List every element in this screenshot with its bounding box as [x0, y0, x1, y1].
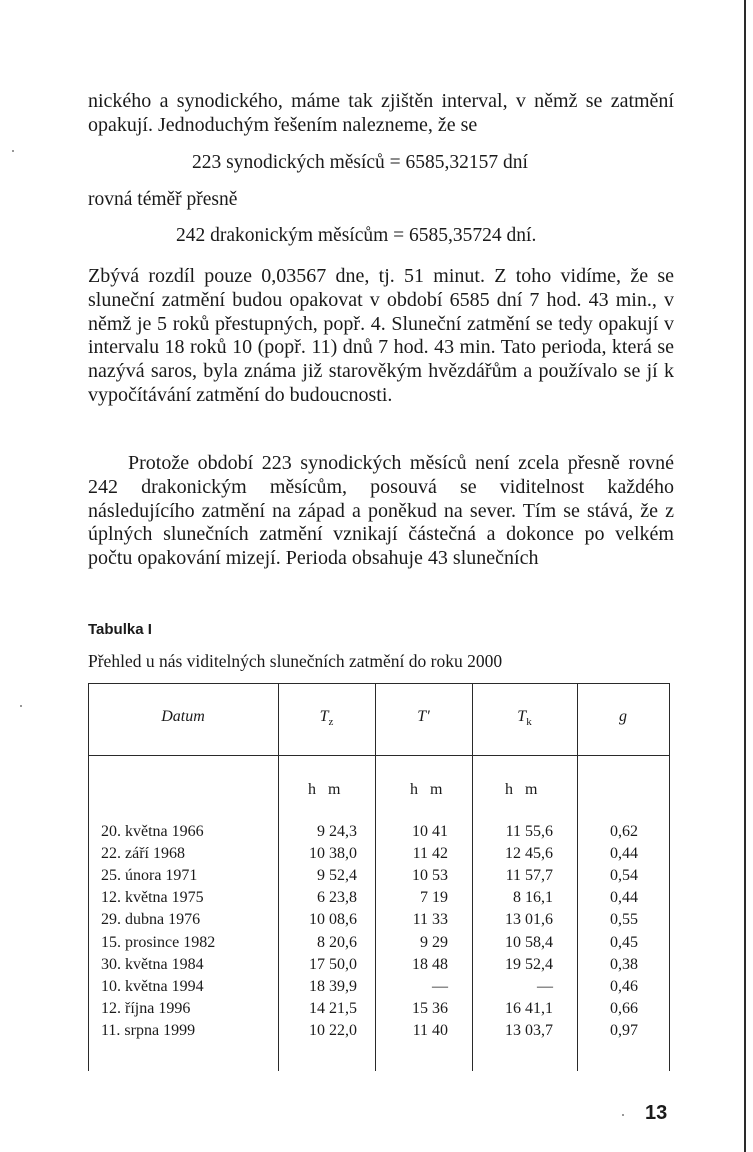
cell-tk: 11 57,7 [505, 867, 553, 885]
connector-text: rovná téměř přesně [88, 189, 238, 210]
cell-date: 20. května 1966 [101, 823, 204, 840]
cell-date: 11. srpna 1999 [101, 1021, 196, 1039]
cell-g: 0,97 [610, 1021, 638, 1039]
table-row [0, 956, 753, 978]
cell-g: 0,38 [610, 955, 638, 973]
table-row [0, 823, 753, 845]
cell-tz: 9 24,3 [317, 823, 357, 840]
table-row [0, 934, 753, 956]
cell-tk: 13 01,6 [505, 911, 553, 929]
paragraph-1: nického a synodického, máme tak zjištěn interval, v němž se zatmění opakují. Jednoduchým řešením nalezneme, že se [88, 90, 674, 136]
cell-t: 18 48 [412, 955, 448, 973]
paragraph-2: Zbývá rozdíl pouze 0,03567 dne, tj. 51 minut. Z toho vidíme, že se sluneční zatmění budou opakovat v období 6585 dní 7 hod. 43 min., v němž je 5 roků přestupných, popř. 4. Sluneční zatmění se tedy opakují v intervalu 18 roků 10 (popř. 11) dnů 7 hod. 43 min. Tato perioda, která se nazývá saros, byla známa již starověkým hvězdářům a používalo se jí k vypočítávání zatmění do budoucnosti. [88, 265, 674, 406]
cell-t: 11 42 [412, 845, 448, 863]
cell-g: 0,62 [610, 823, 638, 840]
cell-t: 9 29 [420, 933, 448, 951]
cell-g: 0,44 [610, 845, 638, 863]
table-header-rule [88, 755, 670, 756]
table-row [0, 1000, 753, 1022]
scan-speck [20, 705, 22, 707]
table-row [0, 978, 753, 1000]
cell-tz: 10 22,0 [309, 1021, 357, 1039]
cell-g: 0,55 [610, 911, 638, 929]
cell-tz: 8 20,6 [317, 933, 357, 951]
cell-tz: 10 08,6 [309, 911, 357, 929]
cell-tk: 8 16,1 [513, 889, 553, 907]
table-row [0, 845, 753, 867]
table-top-rule [88, 683, 670, 684]
page-number: 13 [645, 1102, 668, 1124]
cell-tz: 14 21,5 [309, 999, 357, 1017]
cell-t: 7 19 [420, 889, 448, 907]
cell-g: 0,66 [610, 999, 638, 1017]
cell-t: 11 40 [412, 1021, 448, 1039]
cell-date: 22. září 1968 [101, 845, 185, 863]
table-row [0, 1022, 753, 1044]
table-row [0, 867, 753, 889]
cell-t: 10 41 [412, 823, 448, 840]
cell-date: 29. dubna 1976 [101, 911, 201, 929]
cell-tz: 9 52,4 [317, 867, 357, 885]
equation-draconic: 242 drakonickým měsícům = 6585,35724 dní. [176, 225, 537, 246]
cell-tk: 19 52,4 [505, 955, 553, 973]
cell-tk: — [537, 977, 553, 995]
table-row [0, 911, 753, 933]
cell-t: 15 36 [412, 999, 448, 1017]
cell-tz: 6 23,8 [317, 889, 357, 907]
cell-tz: 18 39,9 [309, 977, 357, 995]
cell-t: 11 33 [412, 911, 448, 929]
cell-tk: 16 41,1 [505, 999, 553, 1017]
cell-tz: 17 50,0 [309, 955, 357, 973]
unit-tk: h m [505, 781, 538, 798]
cell-date: 12. října 1996 [101, 999, 191, 1017]
cell-date: 15. prosince 1982 [101, 933, 216, 951]
cell-tk: 11 55,6 [505, 823, 553, 840]
cell-t: — [432, 977, 448, 995]
cell-date: 12. května 1975 [101, 889, 204, 907]
table-row [0, 889, 753, 911]
cell-date: 25. února 1971 [101, 867, 198, 885]
cell-g: 0,44 [610, 889, 638, 907]
cell-g: 0,46 [610, 977, 638, 995]
cell-tk: 10 58,4 [505, 933, 553, 951]
table-label: Tabulka I [88, 621, 152, 638]
cell-t: 10 53 [412, 867, 448, 885]
header-g: g [619, 708, 627, 725]
cell-g: 0,54 [610, 867, 638, 885]
cell-date: 30. května 1984 [101, 955, 204, 973]
paragraph-3: Protože období 223 synodických měsíců není zcela přesně rovné 242 drakonickým měsícům, posouvá se viditelnost každého následujícího zatmění na západ a poněkud na sever. Tím se stává, že z úplných slunečních zatmění vznikají částečná a dokonce po velkém počtu opakování mizejí. Perioda obsahuje 43 slunečních [88, 452, 674, 570]
header-tz: $T_z$ [319, 708, 334, 729]
unit-tz: h m [308, 781, 341, 798]
header-t-prime: T′ [417, 708, 430, 725]
header-datum: Datum [161, 708, 205, 725]
scan-speck [622, 1114, 624, 1116]
equation-synodic: 223 synodických měsíců = 6585,32157 dní [192, 152, 528, 173]
scan-speck [12, 150, 14, 152]
cell-tk: 12 45,6 [505, 845, 553, 863]
cell-g: 0,45 [610, 933, 638, 951]
cell-tk: 13 03,7 [505, 1021, 553, 1039]
header-tk: $T_k$ [517, 708, 532, 729]
cell-tz: 10 38,0 [309, 845, 357, 863]
unit-t: h m [410, 781, 443, 798]
cell-date: 10. května 1994 [101, 977, 204, 995]
table-caption: Přehled u nás viditelných slunečních zatmění do roku 2000 [88, 651, 503, 671]
